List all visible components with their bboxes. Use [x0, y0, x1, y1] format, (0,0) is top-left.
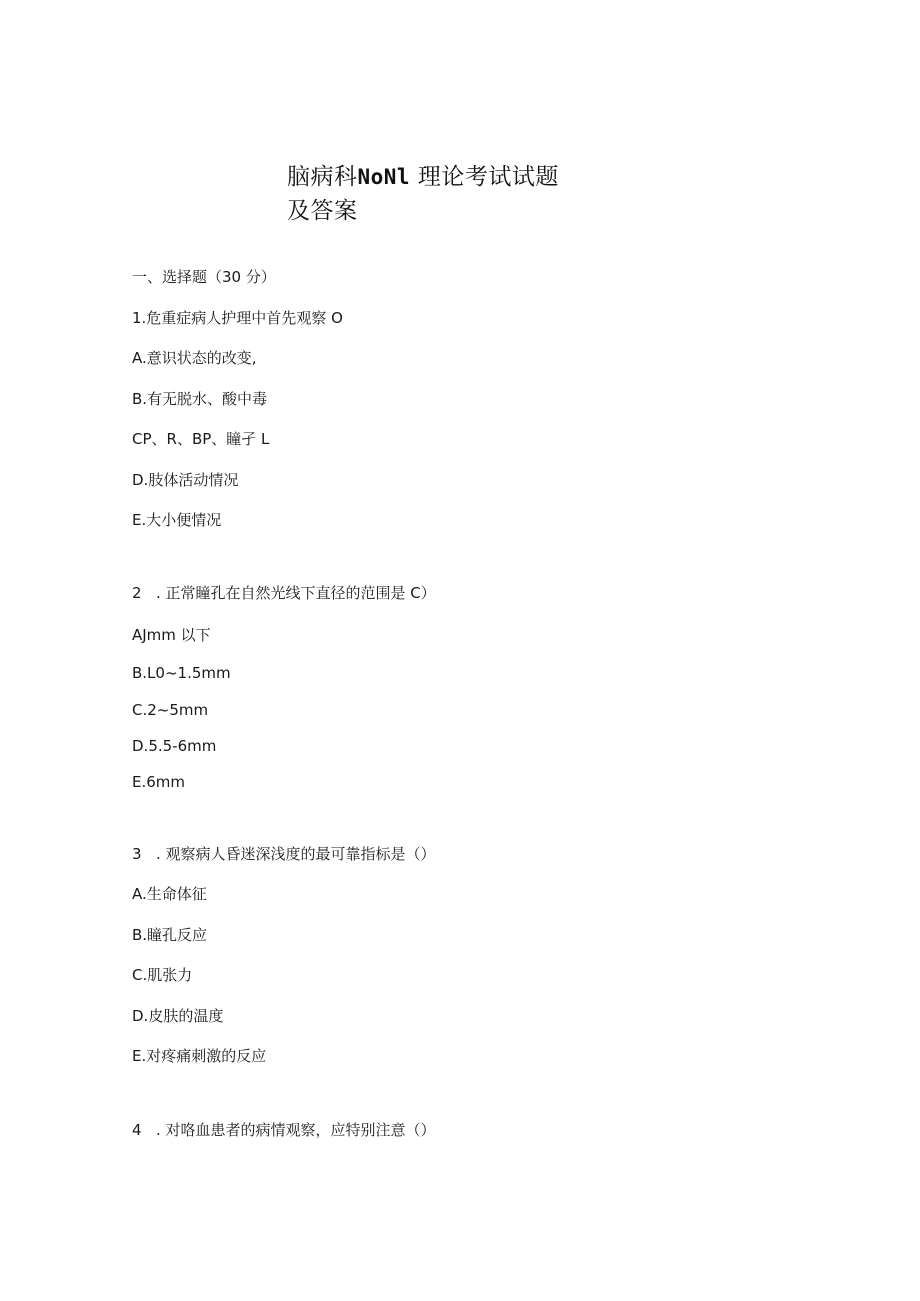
question-2-option-b: B.L0~1.5mm	[132, 664, 231, 682]
question-2	[132, 583, 436, 603]
question-3-number: 3	[132, 845, 142, 863]
title-latin: NoNl	[357, 165, 411, 189]
question-3-text: . 观察病人昏迷深浅度的最可靠指标是（）	[156, 845, 436, 863]
question-3-option-b: B.瞳孔反应	[132, 926, 208, 944]
title-line-2: 及答案	[287, 198, 358, 224]
question-4-number: 4	[132, 1121, 142, 1139]
question-1-option-e: E.大小便情况	[132, 511, 222, 529]
question-1-text: 1.危重症病人护理中首先观察 O	[132, 309, 343, 327]
question-3-option-c: C.肌张力	[132, 966, 193, 984]
question-1-option-c: CP、R、BP、瞳孑 L	[132, 430, 270, 448]
title-part-1: 脑病科	[287, 164, 358, 190]
question-1-option-b: B.有无脱水、酸中毒	[132, 390, 268, 408]
title-part-2: 理论考试试题	[417, 164, 559, 190]
question-2-number: 2	[132, 584, 142, 602]
question-2-option-d: D.5.5-6mm	[132, 737, 217, 755]
document-title	[287, 160, 587, 228]
question-2-text: . 正常瞳孔在自然光线下直径的范围是 C）	[156, 584, 436, 602]
question-1-option-d: D.肢体活动情况	[132, 471, 239, 489]
question-3	[132, 844, 436, 864]
section-heading: 一、选择题（30 分）	[132, 268, 276, 286]
question-3-option-e: E.对疼痛刺激的反应	[132, 1047, 267, 1065]
question-3-option-d: D.皮肤的温度	[132, 1007, 224, 1025]
question-2-option-a: AJmm 以下	[132, 626, 211, 644]
question-2-option-c: C.2~5mm	[132, 701, 209, 719]
question-4	[132, 1120, 436, 1140]
question-1-option-a: A.意识状态的改变,	[132, 349, 257, 367]
title-line-1	[287, 160, 587, 194]
question-3-option-a: A.生命体征	[132, 885, 207, 903]
question-2-option-e: E.6mm	[132, 773, 186, 791]
question-4-text: . 对咯血患者的病情观察，应特别注意（）	[156, 1121, 436, 1139]
